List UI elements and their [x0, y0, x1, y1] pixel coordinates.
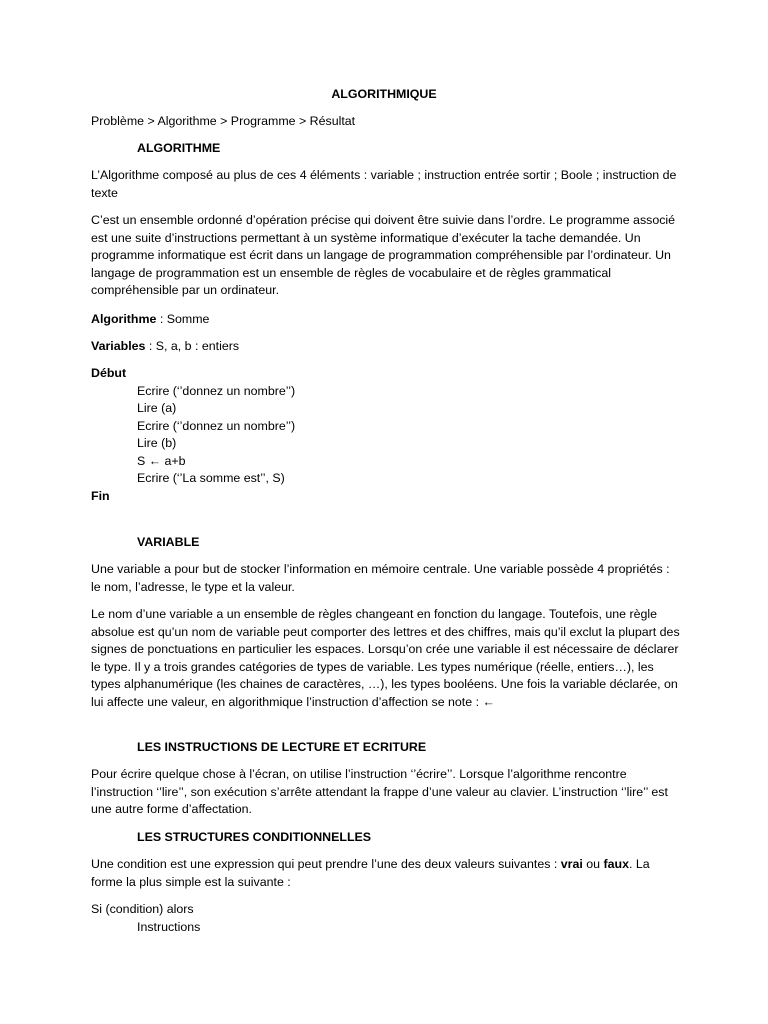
value-faux: faux — [603, 857, 629, 871]
heading-conditions: LES STRUCTURES CONDITIONNELLES — [137, 830, 372, 844]
heading-variable: VARIABLE — [137, 535, 200, 549]
algo-vars-label: Variables — [91, 339, 146, 353]
code-line: S ← a+b — [137, 453, 186, 468]
algo-code-block — [91, 365, 681, 505]
code-line: Lire (b) — [137, 436, 177, 450]
algo-end: Fin — [91, 488, 110, 503]
code-line: Ecrire (‘’La somme est’’, S) — [137, 471, 285, 485]
conditions-text-b: . La forme la plus simple est la suivante : — [91, 857, 650, 889]
algo-name-label: Algorithme — [91, 312, 157, 326]
si-body: Instructions — [137, 919, 201, 934]
algo-vars-value: : S, a, b : entiers — [145, 339, 240, 353]
code-line: Lire (a) — [137, 401, 177, 415]
si-block — [91, 901, 681, 936]
si-line: Si (condition) alors — [91, 902, 194, 916]
paragraph-definition: C’est un ensemble ordonné d’opération précise qui doivent être suivie dans l’ordre. Le programme associé est une suite d’instructions permettant à un système informatique d’exécuter la tache demandée. Un programme informatique est écrit dans un langage de programmation compréhensible par l’ordinateur. Un langage de programmation est un ensemble de règles de vocabulaire et de règles grammatical compréhensible par un ordinateur. — [91, 213, 676, 297]
algo-vars-line — [91, 338, 681, 356]
code-line: Ecrire (‘’donnez un nombre’’) — [137, 383, 296, 398]
algo-name-value: : Somme — [156, 312, 210, 326]
code-line: Ecrire (‘’donnez un nombre’’) — [137, 418, 296, 433]
heading-algorithme: ALGORITHME — [137, 141, 221, 155]
page-title: ALGORITHMIQUE — [331, 87, 437, 101]
paragraph-variable: Une variable a pour but de stocker l’information en mémoire centrale. Une variable possède 4 propriétés : le nom, l’adresse, le type et la valeur. — [91, 562, 670, 594]
paragraph-instructions: Pour écrire quelque chose à l’écran, on utilise l’instruction ‘’écrire’’. Lorsque l’algorithme rencontre l’instruction ‘’lire’’, son exécution s’arrête attendant la frappe d’une valeur au clavier. L’instruction ‘’lire’’ est une autre forme d’affectation. — [91, 767, 668, 816]
algo-begin: Début — [91, 366, 127, 380]
conditions-text-a: Une condition est une expression qui peut prendre l’une des deux valeurs suivantes : — [91, 857, 561, 871]
paragraph-conditions — [91, 856, 681, 891]
paragraph-elements: L’Algorithme composé au plus de ces 4 éléments : variable ; instruction entrée sortir ; Boole ; instruction de texte — [91, 168, 677, 200]
conditions-text-ou: ou — [582, 857, 604, 871]
process-chain: Problème > Algorithme > Programme > Résultat — [91, 114, 356, 128]
algo-name-line — [91, 311, 681, 329]
heading-instructions: LES INSTRUCTIONS DE LECTURE ET ECRITURE — [137, 740, 427, 754]
value-vrai: vrai — [560, 857, 583, 871]
paragraph-variable-rules: Le nom d’une variable a un ensemble de règles changeant en fonction du langage. Toutefois, une règle absolue est qu’un nom de variable peut comporter des lettres et des chiffres, mais qu’il exclut la plupart des signes de ponctuations en particulier les espaces. Lorsqu’on crée une variable il est nécessaire de déclarer le type. Il y a trois grandes catégories de types de variable. Les types numérique (réelle, entiers…), les types alphanumérique (les chaines de caractères, …), les types booléens. Une fois la variable déclarée, on lui affecte une valeur, en algorithmique l’instruction d’affection se note : ← — [91, 607, 680, 709]
